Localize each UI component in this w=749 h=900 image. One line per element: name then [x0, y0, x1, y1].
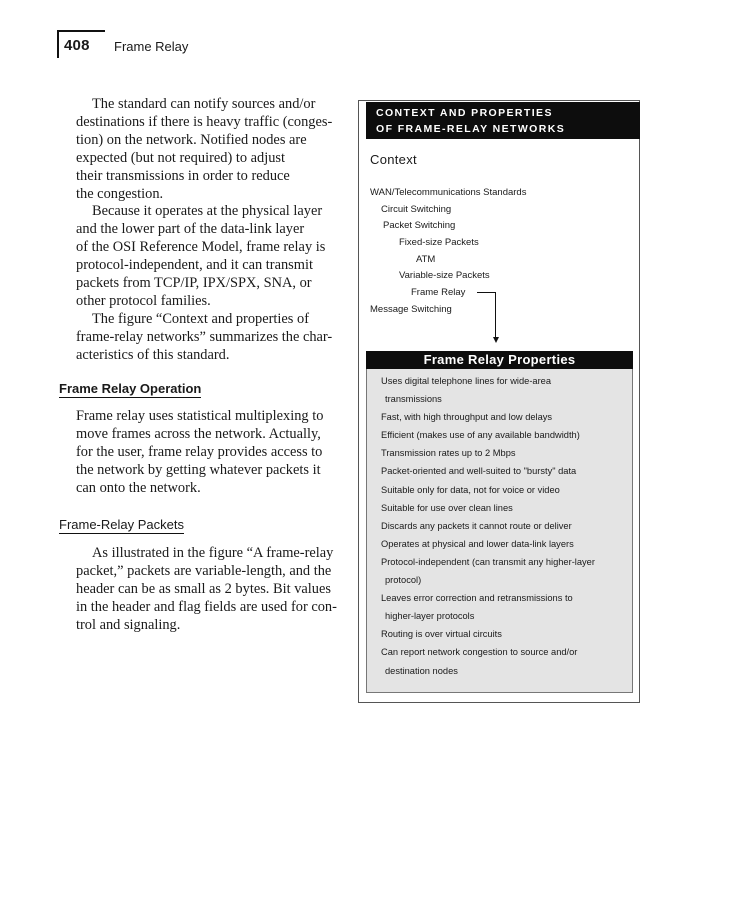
- property-line: Operates at physical and lower data-link layers: [381, 538, 574, 549]
- text-line: other protocol families.: [76, 292, 211, 309]
- tree-node-circuit-switching: Circuit Switching: [381, 204, 452, 215]
- section-heading-operation: Frame Relay Operation: [59, 381, 202, 396]
- tree-node-variable-size: Variable-size Packets: [399, 270, 490, 281]
- text-line: The standard can notify sources and/or: [92, 96, 316, 112]
- operation-text: [76, 408, 346, 498]
- tree-node-packet-switching: Packet Switching: [383, 220, 456, 231]
- text-line: packets from TCP/IP, IPX/SPX, SNA, or: [76, 275, 312, 292]
- property-line: Can report network congestion to source and/or: [381, 647, 578, 658]
- property-line: Leaves error correction and retransmissions to: [381, 593, 573, 604]
- property-line: Efficient (makes use of any available bandwidth): [381, 430, 580, 441]
- text-line: move frames across the network. Actually,: [76, 425, 321, 442]
- text-line: trol and signaling.: [76, 616, 181, 633]
- connector-line: [495, 292, 496, 338]
- property-line: Protocol-independent (can transmit any higher-layer: [381, 556, 595, 567]
- property-line: Transmission rates up to 2 Mbps: [381, 448, 516, 459]
- text-line: Because it operates at the physical layer: [92, 203, 323, 220]
- property-line: protocol): [385, 575, 422, 586]
- tree-node-atm: ATM: [416, 254, 436, 265]
- text-line: packet,” packets are variable-length, and the: [76, 562, 332, 579]
- property-line: destination nodes: [385, 665, 458, 676]
- tree-node-frame-relay: Frame Relay: [411, 287, 466, 298]
- section-heading-packets: Frame-Relay Packets: [59, 517, 184, 532]
- text-line: and the lower part of the data-link layer: [76, 221, 305, 238]
- text-line: for the user, frame relay provides access to: [76, 443, 323, 460]
- text-line: frame-relay networks” summarizes the char-: [76, 328, 333, 345]
- property-line: higher-layer protocols: [385, 611, 475, 622]
- text-line: of the OSI Reference Model, frame relay is: [76, 239, 326, 256]
- text-line: The figure “Context and properties of: [92, 310, 309, 327]
- text-line: As illustrated in the figure “A frame-relay: [92, 545, 334, 561]
- text-line: in the header and flag fields are used for con-: [76, 598, 337, 615]
- property-line: Routing is over virtual circuits: [381, 629, 502, 640]
- text-line: header can be as small as 2 bytes. Bit values: [76, 580, 331, 597]
- property-line: Uses digital telephone lines for wide-area: [381, 376, 552, 386]
- text-line: the congestion.: [76, 185, 164, 202]
- properties-heading: Frame Relay Properties: [366, 351, 633, 369]
- packets-text: [76, 545, 346, 635]
- text-line: the network by getting whatever packets it: [76, 461, 321, 478]
- property-line: transmissions: [385, 394, 442, 405]
- arrow-down-icon: [493, 337, 499, 343]
- property-line: Fast, with high throughput and low delays: [381, 412, 553, 423]
- property-line: Suitable for use over clean lines: [381, 502, 513, 513]
- text-line: expected (but not required) to adjust: [76, 149, 285, 166]
- text-line: acteristics of this standard.: [76, 346, 230, 363]
- figure-title-line: OF FRAME-RELAY NETWORKS: [376, 123, 566, 135]
- intro-text: [76, 96, 346, 365]
- page-number: 408: [64, 37, 90, 54]
- text-line: destinations if there is heavy traffic (conges-: [76, 113, 333, 130]
- figure-title: [366, 102, 640, 139]
- text-line: can onto the network.: [76, 479, 201, 496]
- tree-node-fixed-size: Fixed-size Packets: [399, 237, 479, 248]
- tree-node-message-switching: Message Switching: [370, 304, 452, 315]
- property-line: Discards any packets it cannot route or deliver: [381, 520, 572, 531]
- running-head: Frame Relay: [114, 39, 189, 54]
- property-line: Packet-oriented and well-suited to "bursty" data: [381, 466, 577, 477]
- properties-list: [381, 372, 595, 680]
- property-line: Suitable only for data, not for voice or video: [381, 484, 560, 495]
- text-line: tion) on the network. Notified nodes are: [76, 131, 307, 148]
- tree-node-wan: WAN/Telecommunications Standards: [370, 187, 527, 198]
- figure-title-line: CONTEXT AND PROPERTIES: [376, 107, 553, 119]
- text-line: their transmissions in order to reduce: [76, 167, 290, 184]
- text-line: protocol-independent, and it can transmit: [76, 257, 313, 274]
- text-line: Frame relay uses statistical multiplexing to: [76, 408, 324, 424]
- connector-line: [477, 292, 496, 293]
- context-heading: Context: [370, 152, 417, 167]
